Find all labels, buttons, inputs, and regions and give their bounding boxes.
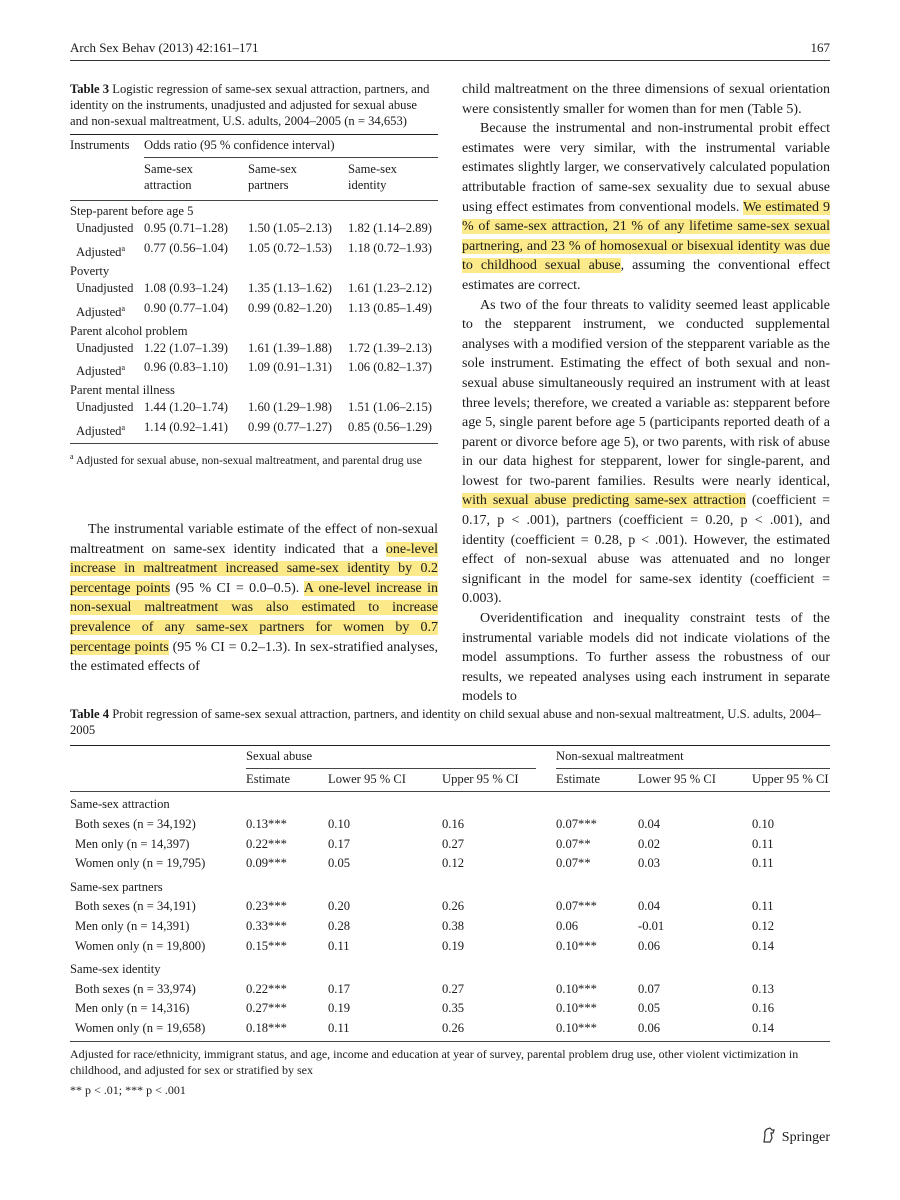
table-3-col-attraction: Same-sex attraction — [144, 162, 193, 193]
table-3-footnote: $^a$ Adjusted for sexual abuse, non-sexual maltreatment, and parental drug use — [70, 451, 422, 467]
table-4-group-non-sexual: Non-sexual maltreatment — [556, 748, 684, 763]
table-cell: 0.04 — [638, 899, 661, 914]
row-label: Women only (n = 19,795) — [75, 856, 206, 871]
table-row — [70, 1000, 830, 1020]
table-cell: 0.11 — [752, 856, 774, 871]
table-cell: 0.10*** — [556, 1001, 597, 1016]
paragraph: child maltreatment on the three dimensions of sexual orientation were consistently smaller for women than for men (Table 5). — [462, 82, 830, 117]
table-3-caption-text: Logistic regression of same-sex sexual attraction, partners, and identity on the instruments, unadjusted and adjusted for sexual abuse and non-sexual maltreatment, U.S. adults, 2004–2005 (n = 34,653) — [70, 82, 430, 128]
table-cell: 1.14 (0.92–1.41) — [144, 419, 228, 434]
table-cell: 0.10*** — [556, 981, 597, 996]
group-label: Same-sex identity — [70, 962, 161, 977]
table-row — [70, 980, 830, 1000]
table-cell: 0.06 — [556, 919, 579, 934]
table-3 — [70, 82, 438, 468]
row-label: Both sexes (n = 34,192) — [75, 817, 196, 832]
table-cell: 0.10 — [752, 817, 775, 832]
table-cell: 0.06 — [638, 1021, 661, 1036]
table-cell: 0.07*** — [556, 817, 597, 832]
table-cell: 0.15*** — [246, 938, 287, 953]
table-cell: 0.19 — [442, 938, 465, 953]
table-row-group — [70, 201, 438, 221]
table-cell: 0.23*** — [246, 899, 287, 914]
table-cell: 0.14 — [752, 1021, 775, 1036]
table-3-col-group: Odds ratio (95 % confidence interval) — [144, 138, 335, 153]
table-cell: 1.44 (1.20–1.74) — [144, 400, 228, 415]
table-cell: 1.50 (1.05–2.13) — [248, 221, 332, 236]
table-cell: 0.28 — [328, 919, 351, 934]
table-row — [70, 815, 830, 835]
table-cell: 0.27*** — [246, 1001, 287, 1016]
table-row-group — [70, 380, 438, 400]
table-cell: 0.16 — [442, 817, 465, 832]
table-4-col-header: Upper 95 % CI — [442, 771, 519, 786]
group-label: Poverty — [70, 263, 110, 278]
table-cell: 0.05 — [328, 856, 351, 871]
row-label: Men only (n = 14,397) — [75, 836, 190, 851]
table-row-group — [70, 874, 830, 898]
table-4-col-header: Estimate — [246, 771, 291, 786]
table-3-col-identity: Same-sex identity — [348, 162, 397, 193]
table-row-group — [70, 956, 830, 980]
table-cell: 1.22 (1.07–1.39) — [144, 340, 228, 355]
table-cell: 0.07** — [556, 856, 591, 871]
table-4-footnote: Adjusted for race/ethnicity, immigrant status, and age, income and education at year of survey, parental problem drug use, other violent victimization in childhood, and adjusted for sex or stratified by sex — [70, 1046, 799, 1077]
table-cell: 1.06 (0.82–1.37) — [348, 360, 432, 375]
table-cell: 0.02 — [638, 836, 661, 851]
running-header-journal: Arch Sex Behav (2013) 42:161–171 — [70, 40, 259, 55]
table-4-significance-note: ** p < .01; *** p < .001 — [70, 1082, 186, 1097]
table-cell: 0.77 (0.56–1.04) — [144, 240, 228, 255]
table-cell: 1.61 (1.39–1.88) — [248, 340, 332, 355]
row-label: Adjusted$^a$ — [76, 243, 126, 260]
running-header-page-number: 167 — [810, 40, 830, 55]
table-cell: 0.13 — [752, 981, 775, 996]
table-cell: 0.12 — [752, 919, 775, 934]
row-label: Adjusted$^a$ — [76, 422, 126, 438]
table-row — [70, 400, 438, 420]
group-label: Parent alcohol problem — [70, 323, 188, 338]
table-cell: 0.06 — [638, 938, 661, 953]
row-label: Adjusted$^a$ — [76, 303, 126, 319]
group-label: Parent mental illness — [70, 383, 175, 398]
table-cell: 1.13 (0.85–1.49) — [348, 300, 432, 315]
table-cell: 0.22*** — [246, 981, 287, 996]
table-cell: 0.09*** — [246, 856, 287, 871]
table-cell: 0.33*** — [246, 919, 287, 934]
table-row — [70, 835, 830, 855]
table-cell: 1.61 (1.23–2.12) — [348, 280, 432, 295]
table-4-caption-text: Probit regression of same-sex sexual attraction, partners, and identity on child sexual abuse and non-sexual maltreatment, U.S. adults, 2004–2005 — [70, 707, 821, 737]
table-cell: 0.07 — [638, 981, 661, 996]
paragraph: Overidentification and inequality constraint tests of the instrumental variable models did not indicate violations of the model assumptions. To further assess the robustness of our results, we repeated analyses using each instrument in separate models to — [462, 611, 830, 705]
table-cell: 0.11 — [328, 1021, 350, 1036]
table-row-group — [70, 321, 438, 341]
table-row — [70, 301, 438, 321]
table-cell: 0.12 — [442, 856, 465, 871]
table-row — [70, 1019, 830, 1039]
table-cell: 0.13*** — [246, 817, 287, 832]
table-cell: 0.27 — [442, 981, 465, 996]
table-cell: 0.27 — [442, 836, 465, 851]
table-row — [70, 937, 830, 957]
table-cell: 0.10*** — [556, 938, 597, 953]
table-cell: 0.14 — [752, 938, 775, 953]
table-cell: 0.10 — [328, 817, 351, 832]
table-cell: 1.18 (0.72–1.93) — [348, 240, 432, 255]
table-row-group — [70, 261, 438, 281]
table-cell: 0.07** — [556, 836, 591, 851]
group-label: Same-sex partners — [70, 879, 163, 894]
table-row — [70, 221, 438, 241]
row-label: Adjusted$^a$ — [76, 363, 126, 379]
table-cell: 0.99 (0.77–1.27) — [248, 419, 332, 434]
table-4-caption — [70, 707, 830, 739]
table-cell: 0.11 — [752, 899, 774, 914]
table-cell: 1.82 (1.14–2.89) — [348, 221, 432, 236]
table-cell: 1.60 (1.29–1.98) — [248, 400, 332, 415]
table-cell: 1.72 (1.39–2.13) — [348, 340, 432, 355]
right-column-text — [462, 80, 830, 707]
table-cell: 0.17 — [328, 836, 351, 851]
paragraph: As two of the four threats to validity seemed least applicable to the stepparent instrument, we conducted supplemental analyses with a modified version of the stepparent variable as the sole instrument. Estimating the effect of both sexual and non-sexual abuse simultaneously required an instrument with at least three levels; therefore, we created a variable as: stepparent before age 5, single parent before age 5 (participants reported death of a parent or divorce before age 5), or two parents, with risk of abuse in our data highest for stepparent, lower for single-parent, and lowest for two-parent families. Results were nearly identical, with sexual abuse predicting same-sex attraction (coefficient = 0.17, p < .001), partners (coefficient = 0.20, p < .001), and identity (coefficient = 0.28, p < .001). However, the estimated effect of non-sexual abuse was attenuated and no longer significant in the model for same-sex identity (coefficient = 0.003). — [462, 297, 830, 607]
highlighted-text: one-level increase in maltreatment increased same-sex identity by 0.2 percentage points — [70, 541, 438, 596]
table-4-col-header: Upper 95 % CI — [752, 771, 829, 786]
publisher-logo — [760, 1126, 830, 1149]
row-label: Men only (n = 14,316) — [75, 1001, 190, 1016]
table-row — [70, 281, 438, 301]
row-label: Both sexes (n = 33,974) — [75, 981, 196, 996]
table-row — [70, 360, 438, 380]
table-cell: 0.11 — [328, 938, 350, 953]
publisher-name: Springer — [781, 1129, 830, 1145]
table-cell: 1.08 (0.93–1.24) — [144, 280, 228, 295]
row-label: Both sexes (n = 34,191) — [75, 899, 196, 914]
table-3-col-partners: Same-sex partners — [248, 162, 297, 193]
table-4-label: Table 4 — [70, 707, 110, 721]
table-cell: 0.99 (0.82–1.20) — [248, 300, 332, 315]
table-4 — [70, 707, 830, 1098]
header-rule — [70, 60, 830, 61]
row-label: Women only (n = 19,658) — [75, 1021, 206, 1036]
table-cell: 0.07*** — [556, 899, 597, 914]
table-row — [70, 898, 830, 918]
table-3-col-instruments: Instruments — [70, 138, 130, 153]
table-cell: 0.03 — [638, 856, 661, 871]
table-cell: 0.35 — [442, 1001, 465, 1016]
table-cell: 1.35 (1.13–1.62) — [248, 280, 332, 295]
row-label: Women only (n = 19,800) — [75, 938, 206, 953]
row-label: Unadjusted — [76, 400, 134, 415]
table-row-group — [70, 792, 830, 816]
table-cell: 0.26 — [442, 1021, 465, 1036]
table-row — [70, 420, 438, 440]
highlighted-text: A one-level increase in non-sexual maltreatment was also estimated to increase prevalence of any same-sex partners for women by 0.7 percentage points — [70, 580, 438, 655]
row-label: Unadjusted — [76, 280, 134, 295]
table-4-col-header: Estimate — [556, 771, 601, 786]
table-cell: 1.51 (1.06–2.15) — [348, 400, 432, 415]
table-cell: 1.05 (0.72–1.53) — [248, 240, 332, 255]
table-cell: 0.85 (0.56–1.29) — [348, 419, 432, 434]
table-cell: 0.11 — [752, 836, 774, 851]
table-cell: 0.05 — [638, 1001, 661, 1016]
table-cell: 0.26 — [442, 899, 465, 914]
springer-horse-icon — [760, 1126, 778, 1149]
table-row — [70, 241, 438, 261]
table-row — [70, 917, 830, 937]
table-cell: 0.95 (0.71–1.28) — [144, 221, 228, 236]
left-column-paragraph: The instrumental variable estimate of the effect of non-sexual maltreatment on same-sex identity indicated that a one-level increase in maltreatment increased same-sex identity by 0.2 percentage points (95 % CI = 0.0–0.5). A one-level increase in non-sexual maltreatment was also estimated to increase prevalence of any same-sex partners for women by 0.7 percentage points (95 % CI = 0.2–1.3). In sex-stratified analyses, the estimated effects of — [70, 522, 438, 675]
table-cell: 0.96 (0.83–1.10) — [144, 360, 228, 375]
row-label: Unadjusted — [76, 340, 134, 355]
table-row — [70, 854, 830, 874]
table-cell: 0.16 — [752, 1001, 775, 1016]
table-row — [70, 341, 438, 361]
table-3-caption — [70, 82, 438, 129]
row-label: Unadjusted — [76, 221, 134, 236]
table-cell: 0.10*** — [556, 1021, 597, 1036]
table-cell: 0.20 — [328, 899, 351, 914]
table-cell: 0.22*** — [246, 836, 287, 851]
table-cell: 0.18*** — [246, 1021, 287, 1036]
table-4-col-header: Lower 95 % CI — [638, 771, 716, 786]
table-4-group-sexual-abuse: Sexual abuse — [246, 748, 313, 763]
group-label: Step-parent before age 5 — [70, 204, 194, 219]
highlighted-text: with sexual abuse predicting same-sex attraction — [462, 493, 746, 509]
row-label: Men only (n = 14,391) — [75, 919, 190, 934]
table-cell: 0.17 — [328, 981, 351, 996]
table-3-label: Table 3 — [70, 82, 110, 96]
table-cell: 0.04 — [638, 817, 661, 832]
table-cell: 1.09 (0.91–1.31) — [248, 360, 332, 375]
table-cell: 0.19 — [328, 1001, 351, 1016]
table-4-col-header: Lower 95 % CI — [328, 771, 406, 786]
group-label: Same-sex attraction — [70, 797, 170, 812]
highlighted-text: We estimated 9 % of same-sex attraction, 21 % of any lifetime same-sex sexual partnering, and 23 % of homosexual or bisexual identity was due to childhood sexual abuse — [462, 199, 830, 274]
table-cell: -0.01 — [638, 919, 665, 934]
table-cell: 0.90 (0.77–1.04) — [144, 300, 228, 315]
table-cell: 0.38 — [442, 919, 465, 934]
paragraph: Because the instrumental and non-instrumental probit effect estimates were very similar, with the instrumental variable estimates slightly larger, we conservatively calculated population attributable fraction of same-sex sexuality due to sexual abuse using effect estimates from conventional models. We estimated 9 % of same-sex attraction, 21 % of any lifetime same-sex sexual partnering, and 23 % of homosexual or bisexual identity was due to childhood sexual abuse, assuming the conventional effect estimates are correct. — [462, 121, 831, 293]
